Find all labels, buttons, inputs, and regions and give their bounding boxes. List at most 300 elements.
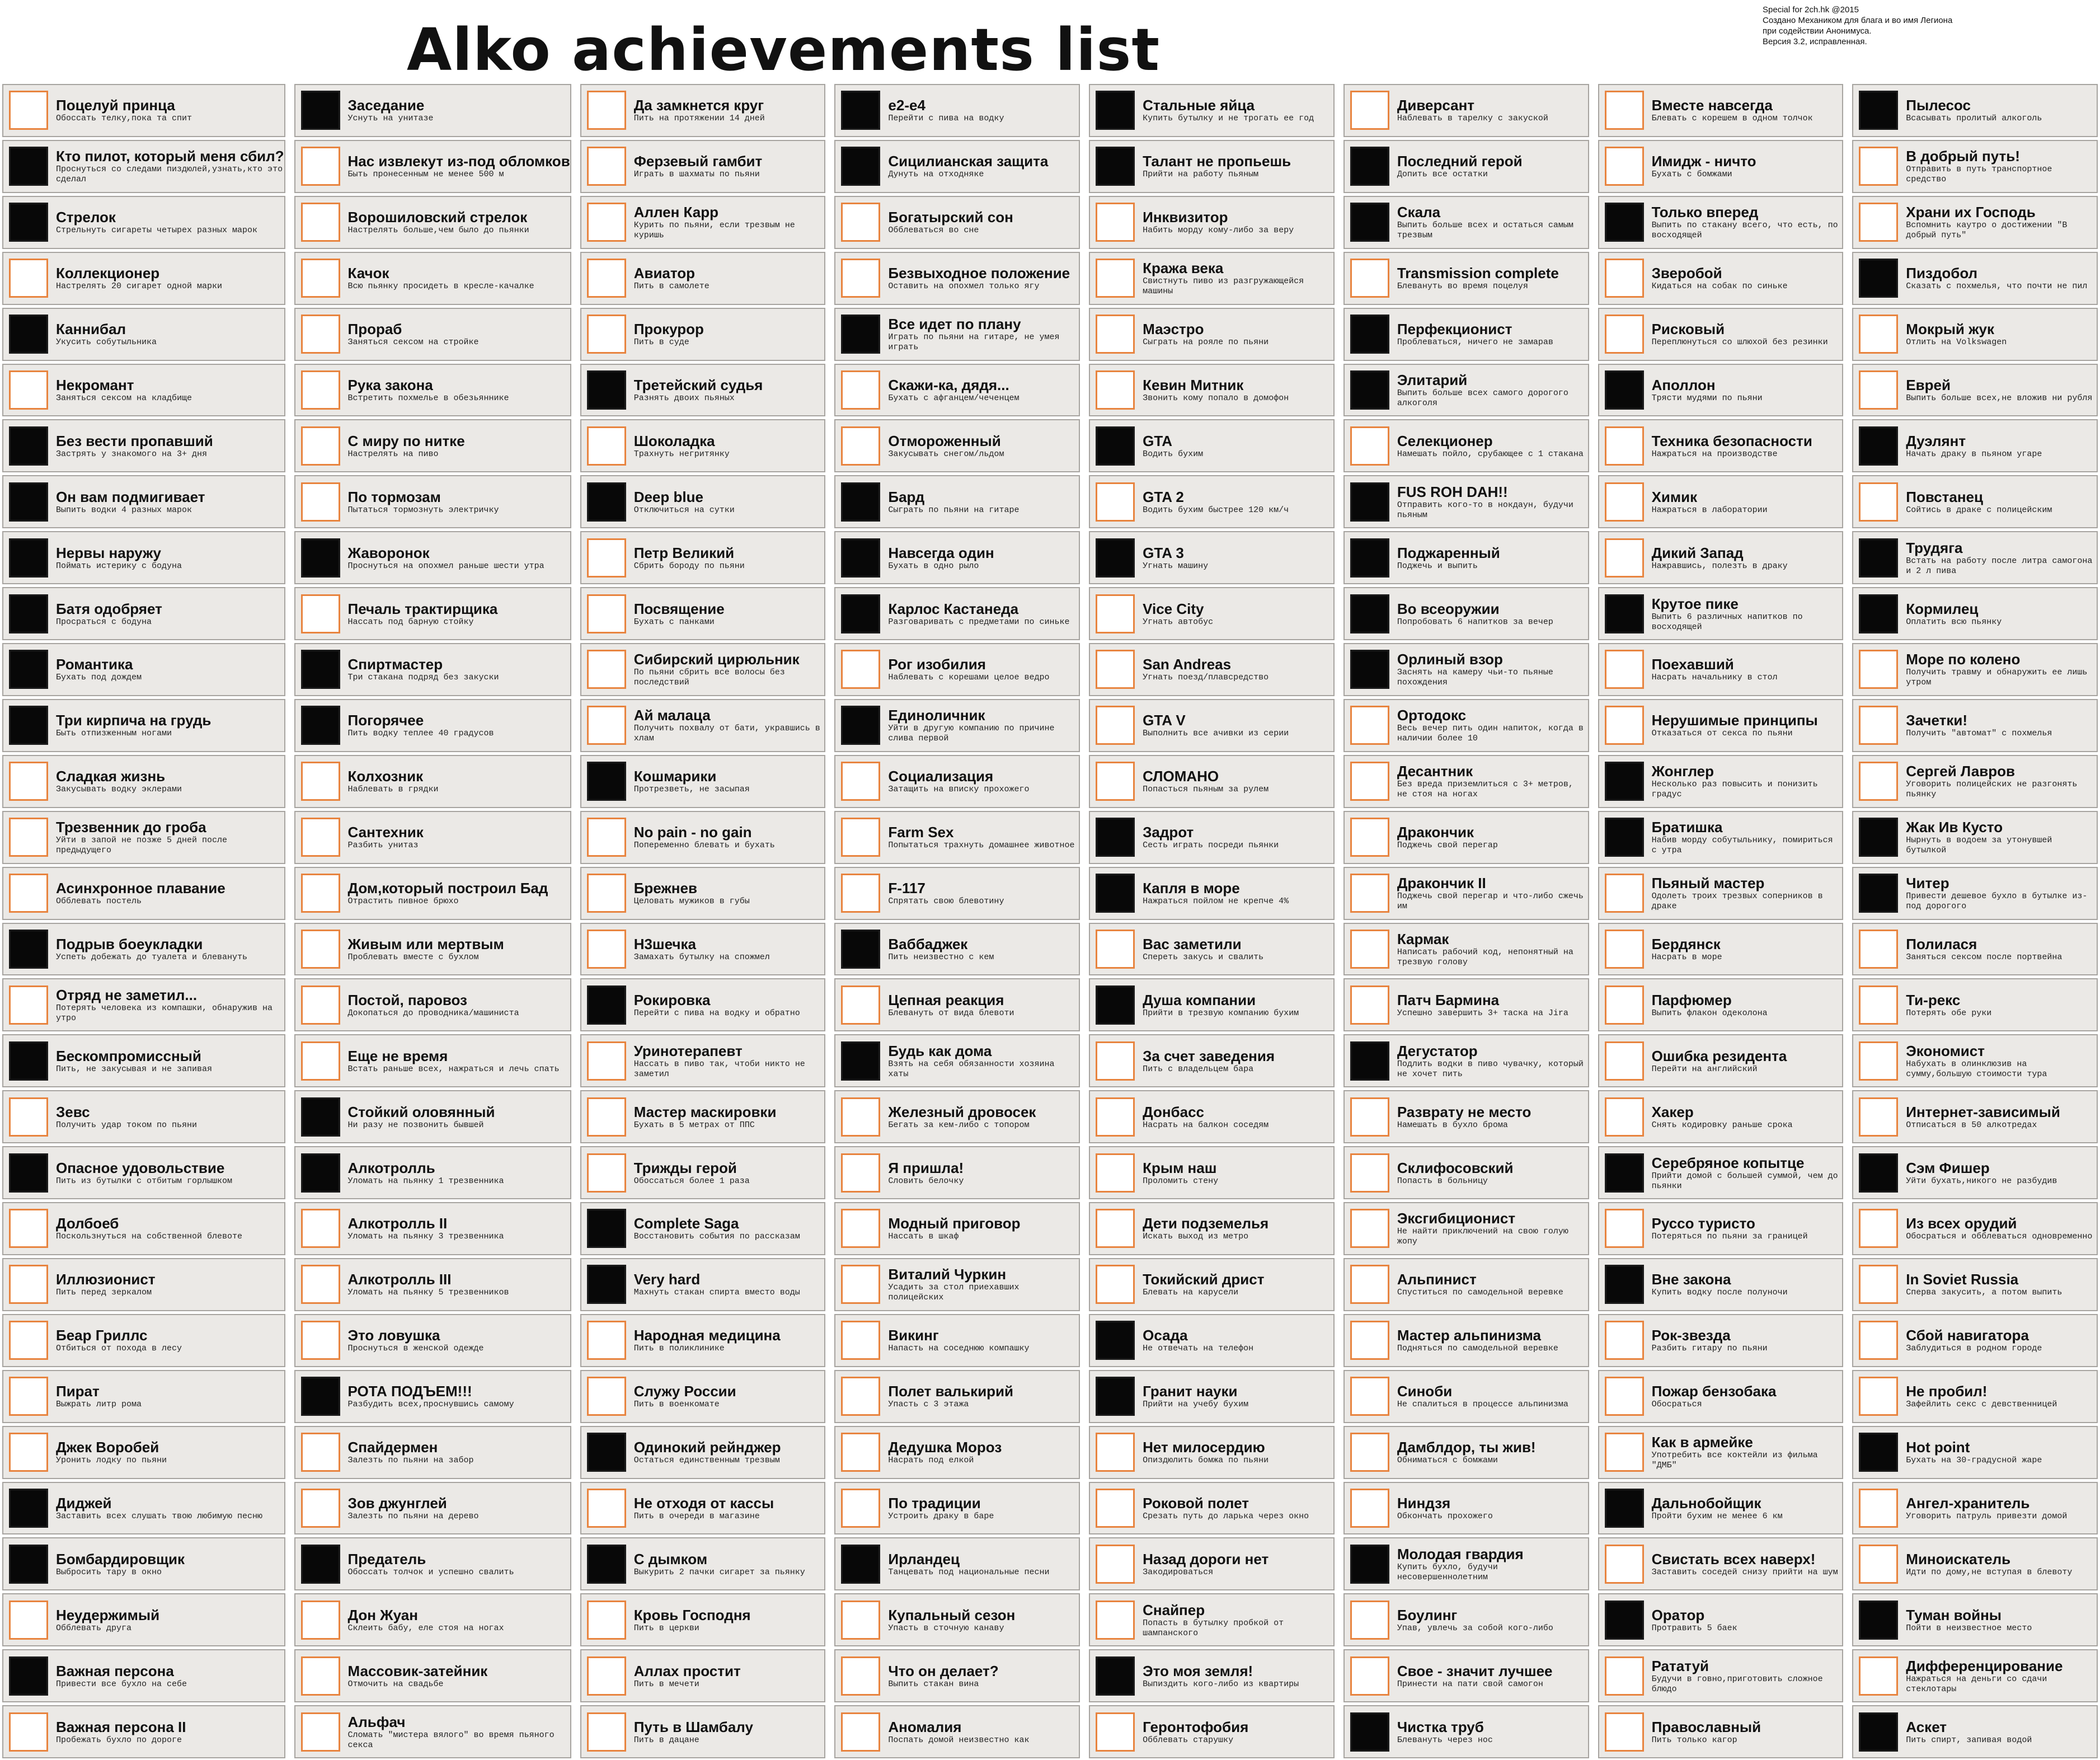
achievement-checkbox[interactable] bbox=[1350, 1712, 1389, 1752]
achievement-checkbox[interactable] bbox=[1096, 426, 1135, 466]
achievement-checkbox[interactable] bbox=[1096, 315, 1135, 354]
achievement-title: Эксгибиционист bbox=[1397, 1210, 1516, 1227]
achievement-title: Диджей bbox=[56, 1494, 112, 1512]
achievement-description: Угнать автобус bbox=[1143, 617, 1214, 627]
achievement-checkbox[interactable] bbox=[1350, 370, 1389, 410]
achievement-checkbox[interactable] bbox=[1096, 1712, 1135, 1752]
achievement-checkbox[interactable] bbox=[301, 147, 340, 186]
achievement-checkbox[interactable] bbox=[841, 930, 880, 969]
achievement-checkbox[interactable] bbox=[587, 1601, 626, 1640]
achievement-checkbox[interactable] bbox=[1859, 930, 1898, 969]
achievement-checkbox[interactable] bbox=[301, 1489, 340, 1528]
achievement-checkbox[interactable] bbox=[587, 259, 626, 298]
achievement-description: Сказать с похмелья, что почти не пил bbox=[1906, 281, 2088, 292]
achievement-checkbox[interactable] bbox=[301, 1433, 340, 1472]
achievement-checkbox[interactable] bbox=[587, 1097, 626, 1137]
achievement-checkbox[interactable] bbox=[1605, 1097, 1644, 1137]
achievement-checkbox[interactable] bbox=[9, 1097, 48, 1137]
achievement-checkbox[interactable] bbox=[301, 538, 340, 578]
achievement-checkbox[interactable] bbox=[1859, 1377, 1898, 1416]
achievement-checkbox[interactable] bbox=[1859, 482, 1898, 522]
achievement-text bbox=[348, 1495, 570, 1522]
achievement-checkbox[interactable] bbox=[9, 91, 48, 130]
achievement-text bbox=[1397, 1607, 1588, 1634]
achievement-checkbox[interactable] bbox=[587, 1041, 626, 1081]
achievement-checkbox[interactable] bbox=[841, 1712, 880, 1752]
achievement-title: Бард bbox=[888, 488, 925, 505]
achievement-item bbox=[834, 364, 1080, 417]
achievement-checkbox[interactable] bbox=[1859, 762, 1898, 801]
achievement-checkbox[interactable] bbox=[1859, 1041, 1898, 1081]
achievement-checkbox[interactable] bbox=[587, 818, 626, 857]
achievement-title: Аллен Карр bbox=[633, 204, 718, 221]
achievement-checkbox[interactable] bbox=[1350, 1656, 1389, 1696]
achievement-checkbox[interactable] bbox=[1605, 1656, 1644, 1696]
achievement-checkbox[interactable] bbox=[301, 1321, 340, 1360]
achievement-checkbox[interactable] bbox=[301, 426, 340, 466]
achievement-checkbox[interactable] bbox=[841, 1489, 880, 1528]
achievement-checkbox[interactable] bbox=[841, 1601, 880, 1640]
achievement-checkbox[interactable] bbox=[301, 650, 340, 689]
achievement-checkbox[interactable] bbox=[587, 650, 626, 689]
achievement-checkbox[interactable] bbox=[1859, 706, 1898, 745]
achievement-checkbox[interactable] bbox=[1096, 1656, 1135, 1696]
achievement-checkbox[interactable] bbox=[1859, 370, 1898, 410]
achievement-checkbox[interactable] bbox=[301, 203, 340, 242]
achievement-checkbox[interactable] bbox=[1859, 818, 1898, 857]
achievement-checkbox[interactable] bbox=[841, 1209, 880, 1248]
achievement-checkbox[interactable] bbox=[841, 370, 880, 410]
achievement-item bbox=[294, 1537, 571, 1590]
achievement-text bbox=[888, 97, 1079, 124]
achievement-checkbox[interactable] bbox=[1096, 874, 1135, 913]
achievement-checkbox[interactable] bbox=[1096, 203, 1135, 242]
achievement-checkbox[interactable] bbox=[1859, 1265, 1898, 1304]
achievement-checkbox[interactable] bbox=[1350, 482, 1389, 522]
achievement-item bbox=[2, 1593, 285, 1646]
achievement-checkbox[interactable] bbox=[841, 874, 880, 913]
achievement-checkbox[interactable] bbox=[1859, 1656, 1898, 1696]
achievement-checkbox[interactable] bbox=[1096, 370, 1135, 410]
achievement-description: Прийти на учебу бухим bbox=[1143, 1400, 1249, 1410]
achievement-text bbox=[1906, 539, 2097, 576]
achievement-checkbox[interactable] bbox=[1350, 259, 1389, 298]
achievement-checkbox[interactable] bbox=[841, 818, 880, 857]
achievement-checkbox[interactable] bbox=[1350, 1377, 1389, 1416]
achievement-checkbox[interactable] bbox=[587, 1545, 626, 1584]
achievement-checkbox[interactable] bbox=[1350, 1209, 1389, 1248]
achievement-checkbox[interactable] bbox=[1859, 426, 1898, 466]
achievement-checkbox[interactable] bbox=[587, 1377, 626, 1416]
achievement-checkbox[interactable] bbox=[1605, 1209, 1644, 1248]
achievement-checkbox[interactable] bbox=[301, 594, 340, 633]
achievement-checkbox[interactable] bbox=[587, 147, 626, 186]
achievement-checkbox[interactable] bbox=[9, 1601, 48, 1640]
achievement-checkbox[interactable] bbox=[9, 1209, 48, 1248]
achievement-text bbox=[1397, 651, 1588, 688]
achievement-checkbox[interactable] bbox=[1350, 203, 1389, 242]
achievement-checkbox[interactable] bbox=[587, 1209, 626, 1248]
achievement-item bbox=[580, 1090, 826, 1143]
achievement-checkbox[interactable] bbox=[9, 147, 48, 186]
achievement-checkbox[interactable] bbox=[1350, 315, 1389, 354]
achievement-checkbox[interactable] bbox=[587, 1433, 626, 1472]
achievement-checkbox[interactable] bbox=[9, 1712, 48, 1752]
achievement-checkbox[interactable] bbox=[1096, 1153, 1135, 1193]
achievement-text bbox=[56, 1104, 284, 1130]
achievement-title: Hot point bbox=[1906, 1439, 1970, 1456]
achievement-checkbox[interactable] bbox=[1859, 1097, 1898, 1137]
achievement-checkbox[interactable] bbox=[1096, 594, 1135, 633]
achievement-checkbox[interactable] bbox=[9, 818, 48, 857]
achievement-checkbox[interactable] bbox=[1350, 538, 1389, 578]
achievement-checkbox[interactable] bbox=[301, 1041, 340, 1081]
achievement-text bbox=[1397, 931, 1588, 968]
achievement-checkbox[interactable] bbox=[301, 762, 340, 801]
achievement-item bbox=[1598, 1705, 1844, 1758]
achievement-checkbox[interactable] bbox=[841, 315, 880, 354]
achievement-checkbox[interactable] bbox=[587, 426, 626, 466]
achievement-checkbox[interactable] bbox=[587, 203, 626, 242]
achievement-checkbox[interactable] bbox=[9, 315, 48, 354]
achievement-checkbox[interactable] bbox=[1096, 91, 1135, 130]
achievement-checkbox[interactable] bbox=[1350, 706, 1389, 745]
achievement-checkbox[interactable] bbox=[587, 538, 626, 578]
achievement-checkbox[interactable] bbox=[1605, 147, 1644, 186]
achievement-checkbox[interactable] bbox=[9, 985, 48, 1025]
achievement-checkbox[interactable] bbox=[1605, 1041, 1644, 1081]
achievement-checkbox[interactable] bbox=[587, 1656, 626, 1696]
achievement-checkbox[interactable] bbox=[301, 482, 340, 522]
achievement-checkbox[interactable] bbox=[1096, 1601, 1135, 1640]
achievement-checkbox[interactable] bbox=[1859, 1153, 1898, 1193]
achievement-checkbox[interactable] bbox=[1605, 370, 1644, 410]
achievement-item bbox=[1089, 1258, 1335, 1311]
achievement-checkbox[interactable] bbox=[9, 706, 48, 745]
achievement-checkbox[interactable] bbox=[1605, 1153, 1644, 1193]
achievement-checkbox[interactable] bbox=[9, 1041, 48, 1081]
achievement-checkbox[interactable] bbox=[301, 818, 340, 857]
achievement-checkbox[interactable] bbox=[1350, 985, 1389, 1025]
achievement-checkbox[interactable] bbox=[1350, 930, 1389, 969]
achievement-checkbox[interactable] bbox=[1859, 1601, 1898, 1640]
achievement-description: Пить перед зеркалом bbox=[56, 1288, 152, 1298]
achievement-title: Орлиный взор bbox=[1397, 651, 1503, 668]
achievement-checkbox[interactable] bbox=[1605, 1601, 1644, 1640]
achievement-text bbox=[1652, 712, 1843, 739]
achievement-checkbox[interactable] bbox=[587, 91, 626, 130]
achievement-checkbox[interactable] bbox=[1350, 650, 1389, 689]
achievement-checkbox[interactable] bbox=[841, 594, 880, 633]
achievement-checkbox[interactable] bbox=[1096, 650, 1135, 689]
achievement-checkbox[interactable] bbox=[1350, 762, 1389, 801]
achievement-checkbox[interactable] bbox=[9, 762, 48, 801]
achievement-checkbox[interactable] bbox=[1350, 91, 1389, 130]
achievement-checkbox[interactable] bbox=[841, 985, 880, 1025]
achievement-checkbox[interactable] bbox=[1350, 426, 1389, 466]
achievement-checkbox[interactable] bbox=[9, 1656, 48, 1696]
achievement-checkbox[interactable] bbox=[1350, 874, 1389, 913]
achievement-checkbox[interactable] bbox=[1350, 1489, 1389, 1528]
achievement-checkbox[interactable] bbox=[9, 650, 48, 689]
achievement-checkbox[interactable] bbox=[1350, 594, 1389, 633]
achievement-checkbox[interactable] bbox=[587, 762, 626, 801]
achievement-text bbox=[1143, 433, 1333, 459]
achievement-checkbox[interactable] bbox=[301, 1601, 340, 1640]
achievement-checkbox[interactable] bbox=[301, 706, 340, 745]
achievement-text bbox=[634, 1215, 825, 1242]
achievement-checkbox[interactable] bbox=[9, 370, 48, 410]
achievement-checkbox[interactable] bbox=[1859, 315, 1898, 354]
achievement-checkbox[interactable] bbox=[1859, 594, 1898, 633]
achievement-description: Пить из бутылки с отбитым горлышком bbox=[56, 1176, 233, 1186]
achievement-checkbox[interactable] bbox=[1605, 1545, 1644, 1584]
achievement-checkbox[interactable] bbox=[1096, 1209, 1135, 1248]
achievement-checkbox[interactable] bbox=[587, 482, 626, 522]
achievement-checkbox[interactable] bbox=[301, 930, 340, 969]
achievement-item bbox=[2, 1146, 285, 1199]
achievement-checkbox[interactable] bbox=[841, 203, 880, 242]
achievement-checkbox[interactable] bbox=[9, 1433, 48, 1472]
achievement-checkbox[interactable] bbox=[1096, 930, 1135, 969]
achievement-checkbox[interactable] bbox=[1859, 1545, 1898, 1584]
achievement-checkbox[interactable] bbox=[841, 147, 880, 186]
achievement-checkbox[interactable] bbox=[841, 259, 880, 298]
achievement-checkbox[interactable] bbox=[1859, 1433, 1898, 1472]
achievement-checkbox[interactable] bbox=[841, 1656, 880, 1696]
achievement-checkbox[interactable] bbox=[587, 1489, 626, 1528]
achievement-checkbox[interactable] bbox=[1096, 1545, 1135, 1584]
achievement-checkbox[interactable] bbox=[1605, 482, 1644, 522]
achievement-checkbox[interactable] bbox=[9, 1545, 48, 1584]
achievement-checkbox[interactable] bbox=[1096, 762, 1135, 801]
achievement-item bbox=[834, 755, 1080, 808]
achievement-text bbox=[1397, 1439, 1588, 1466]
achievement-checkbox[interactable] bbox=[841, 1433, 880, 1472]
achievement-checkbox[interactable] bbox=[1096, 985, 1135, 1025]
achievement-checkbox[interactable] bbox=[1605, 426, 1644, 466]
achievement-checkbox[interactable] bbox=[9, 1489, 48, 1528]
achievement-item bbox=[834, 1258, 1080, 1311]
achievement-checkbox[interactable] bbox=[1605, 650, 1644, 689]
achievement-checkbox[interactable] bbox=[1096, 147, 1135, 186]
achievement-checkbox[interactable] bbox=[1605, 762, 1644, 801]
achievement-checkbox[interactable] bbox=[301, 370, 340, 410]
achievement-title: Крутое пике bbox=[1651, 595, 1739, 612]
achievement-checkbox[interactable] bbox=[1859, 91, 1898, 130]
achievement-checkbox[interactable] bbox=[1605, 985, 1644, 1025]
achievement-checkbox[interactable] bbox=[587, 930, 626, 969]
achievement-checkbox[interactable] bbox=[1350, 1265, 1389, 1304]
achievement-checkbox[interactable] bbox=[1859, 874, 1898, 913]
achievement-checkbox[interactable] bbox=[587, 985, 626, 1025]
achievement-title: Я пришла! bbox=[888, 1159, 964, 1176]
achievement-checkbox[interactable] bbox=[1605, 706, 1644, 745]
achievement-checkbox[interactable] bbox=[1605, 1377, 1644, 1416]
achievement-checkbox[interactable] bbox=[1350, 818, 1389, 857]
achievement-checkbox[interactable] bbox=[587, 1265, 626, 1304]
achievement-text bbox=[56, 1271, 284, 1298]
achievement-checkbox[interactable] bbox=[841, 482, 880, 522]
achievement-checkbox[interactable] bbox=[1605, 594, 1644, 633]
achievement-checkbox[interactable] bbox=[301, 259, 340, 298]
achievement-checkbox[interactable] bbox=[1605, 1712, 1644, 1752]
achievement-checkbox[interactable] bbox=[1605, 1321, 1644, 1360]
achievement-checkbox[interactable] bbox=[9, 482, 48, 522]
achievement-checkbox[interactable] bbox=[587, 315, 626, 354]
achievement-checkbox[interactable] bbox=[841, 706, 880, 745]
achievement-checkbox[interactable] bbox=[1096, 1489, 1135, 1528]
achievement-checkbox[interactable] bbox=[1096, 1265, 1135, 1304]
achievement-checkbox[interactable] bbox=[1859, 1712, 1898, 1752]
achievement-checkbox[interactable] bbox=[1859, 1209, 1898, 1248]
achievement-checkbox[interactable] bbox=[1096, 482, 1135, 522]
achievement-checkbox[interactable] bbox=[9, 426, 48, 466]
achievement-checkbox[interactable] bbox=[1350, 1321, 1389, 1360]
achievement-text bbox=[634, 321, 825, 348]
achievement-checkbox[interactable] bbox=[1605, 1265, 1644, 1304]
achievement-checkbox[interactable] bbox=[9, 874, 48, 913]
achievement-text bbox=[348, 880, 570, 907]
achievement-checkbox[interactable] bbox=[9, 930, 48, 969]
achievement-checkbox[interactable] bbox=[841, 1545, 880, 1584]
achievement-checkbox[interactable] bbox=[587, 1712, 626, 1752]
achievement-checkbox[interactable] bbox=[841, 762, 880, 801]
achievement-text bbox=[1652, 1271, 1843, 1298]
achievement-checkbox[interactable] bbox=[1096, 1097, 1135, 1137]
achievement-checkbox[interactable] bbox=[841, 1377, 880, 1416]
achievement-checkbox[interactable] bbox=[1096, 538, 1135, 578]
achievement-checkbox[interactable] bbox=[1859, 1489, 1898, 1528]
achievement-item bbox=[294, 196, 571, 249]
achievement-description: Пить в церкви bbox=[633, 1623, 699, 1633]
achievement-checkbox[interactable] bbox=[1350, 1097, 1389, 1137]
achievement-text bbox=[1143, 936, 1333, 963]
achievement-checkbox[interactable] bbox=[9, 203, 48, 242]
achievement-checkbox[interactable] bbox=[841, 91, 880, 130]
achievement-title: Это ловушка bbox=[347, 1327, 440, 1344]
achievement-checkbox[interactable] bbox=[301, 985, 340, 1025]
achievement-checkbox[interactable] bbox=[9, 259, 48, 298]
achievement-checkbox[interactable] bbox=[1605, 874, 1644, 913]
achievement-checkbox[interactable] bbox=[1859, 538, 1898, 578]
achievement-checkbox[interactable] bbox=[1350, 1433, 1389, 1472]
achievement-checkbox[interactable] bbox=[841, 426, 880, 466]
achievement-checkbox[interactable] bbox=[9, 1321, 48, 1360]
achievement-checkbox[interactable] bbox=[9, 1153, 48, 1193]
achievement-checkbox[interactable] bbox=[301, 315, 340, 354]
achievement-checkbox[interactable] bbox=[587, 594, 626, 633]
achievement-title: Дальнобойщик bbox=[1651, 1494, 1761, 1512]
achievement-checkbox[interactable] bbox=[301, 1153, 340, 1193]
achievement-checkbox[interactable] bbox=[1605, 538, 1644, 578]
achievement-checkbox[interactable] bbox=[1096, 1433, 1135, 1472]
achievement-checkbox[interactable] bbox=[301, 1377, 340, 1416]
achievement-checkbox[interactable] bbox=[1350, 1545, 1389, 1584]
achievement-checkbox[interactable] bbox=[1350, 1601, 1389, 1640]
achievement-checkbox[interactable] bbox=[587, 874, 626, 913]
achievement-item bbox=[580, 867, 826, 920]
achievement-checkbox[interactable] bbox=[1859, 650, 1898, 689]
achievement-checkbox[interactable] bbox=[301, 1545, 340, 1584]
achievement-checkbox[interactable] bbox=[841, 1265, 880, 1304]
achievement-checkbox[interactable] bbox=[587, 1321, 626, 1360]
achievement-checkbox[interactable] bbox=[301, 1265, 340, 1304]
achievement-checkbox[interactable] bbox=[1605, 91, 1644, 130]
achievement-checkbox[interactable] bbox=[1605, 930, 1644, 969]
achievement-description: Уговорить патруль привезти домой bbox=[1906, 1511, 2068, 1521]
achievement-description: Принести на пати свой самогон bbox=[1397, 1679, 1543, 1689]
achievement-checkbox[interactable] bbox=[301, 1712, 340, 1752]
achievement-checkbox[interactable] bbox=[1350, 1041, 1389, 1081]
achievement-text bbox=[1906, 875, 2097, 912]
achievement-checkbox[interactable] bbox=[301, 91, 340, 130]
achievement-checkbox[interactable] bbox=[9, 1265, 48, 1304]
achievement-checkbox[interactable] bbox=[1605, 818, 1644, 857]
achievement-title: Геронтофобия bbox=[1143, 1718, 1249, 1735]
achievement-title: Задрот bbox=[1143, 824, 1194, 841]
achievement-checkbox[interactable] bbox=[1859, 203, 1898, 242]
achievement-text bbox=[1652, 1719, 1843, 1745]
achievement-checkbox[interactable] bbox=[301, 1097, 340, 1137]
achievement-title: Гранит науки bbox=[1143, 1383, 1238, 1400]
achievement-checkbox[interactable] bbox=[1605, 1433, 1644, 1472]
achievement-checkbox[interactable] bbox=[841, 650, 880, 689]
achievement-checkbox[interactable] bbox=[1350, 1153, 1389, 1193]
achievement-checkbox[interactable] bbox=[1096, 818, 1135, 857]
achievement-checkbox[interactable] bbox=[1350, 147, 1389, 186]
achievement-checkbox[interactable] bbox=[9, 538, 48, 578]
achievement-checkbox[interactable] bbox=[301, 1656, 340, 1696]
achievement-checkbox[interactable] bbox=[1096, 1321, 1135, 1360]
achievement-checkbox[interactable] bbox=[1859, 147, 1898, 186]
achievement-checkbox[interactable] bbox=[301, 874, 340, 913]
achievement-checkbox[interactable] bbox=[301, 1209, 340, 1248]
achievement-checkbox[interactable] bbox=[1096, 1041, 1135, 1081]
achievement-checkbox[interactable] bbox=[841, 1153, 880, 1193]
achievement-checkbox[interactable] bbox=[841, 1321, 880, 1360]
achievement-item bbox=[1343, 1705, 1589, 1758]
achievement-checkbox[interactable] bbox=[587, 370, 626, 410]
achievement-checkbox[interactable] bbox=[1605, 259, 1644, 298]
achievement-checkbox[interactable] bbox=[841, 1097, 880, 1137]
achievement-description: Докопаться до проводника/машиниста bbox=[347, 1008, 519, 1018]
achievement-checkbox[interactable] bbox=[1859, 1321, 1898, 1360]
achievement-text bbox=[1397, 1495, 1588, 1522]
achievement-checkbox[interactable] bbox=[9, 1377, 48, 1416]
achievement-checkbox[interactable] bbox=[1096, 1377, 1135, 1416]
achievement-item bbox=[1852, 1146, 2098, 1199]
achievement-checkbox[interactable] bbox=[841, 1041, 880, 1081]
achievement-checkbox[interactable] bbox=[587, 706, 626, 745]
achievement-text bbox=[1143, 1271, 1333, 1298]
achievement-checkbox[interactable] bbox=[1605, 203, 1644, 242]
achievement-title: e2-e4 bbox=[888, 97, 925, 114]
achievement-checkbox[interactable] bbox=[1096, 706, 1135, 745]
achievement-description: Пить в очереди в магазине bbox=[633, 1511, 760, 1521]
achievement-checkbox[interactable] bbox=[1605, 1489, 1644, 1528]
achievement-item bbox=[2, 531, 285, 584]
achievement-text bbox=[888, 433, 1079, 459]
achievement-checkbox[interactable] bbox=[9, 594, 48, 633]
achievement-checkbox[interactable] bbox=[587, 1153, 626, 1193]
achievement-checkbox[interactable] bbox=[1605, 315, 1644, 354]
achievement-checkbox[interactable] bbox=[1859, 259, 1898, 298]
achievement-checkbox[interactable] bbox=[841, 538, 880, 578]
achievement-checkbox[interactable] bbox=[1096, 259, 1135, 298]
achievement-checkbox[interactable] bbox=[1859, 985, 1898, 1025]
achievement-title: Боулинг bbox=[1397, 1606, 1458, 1623]
